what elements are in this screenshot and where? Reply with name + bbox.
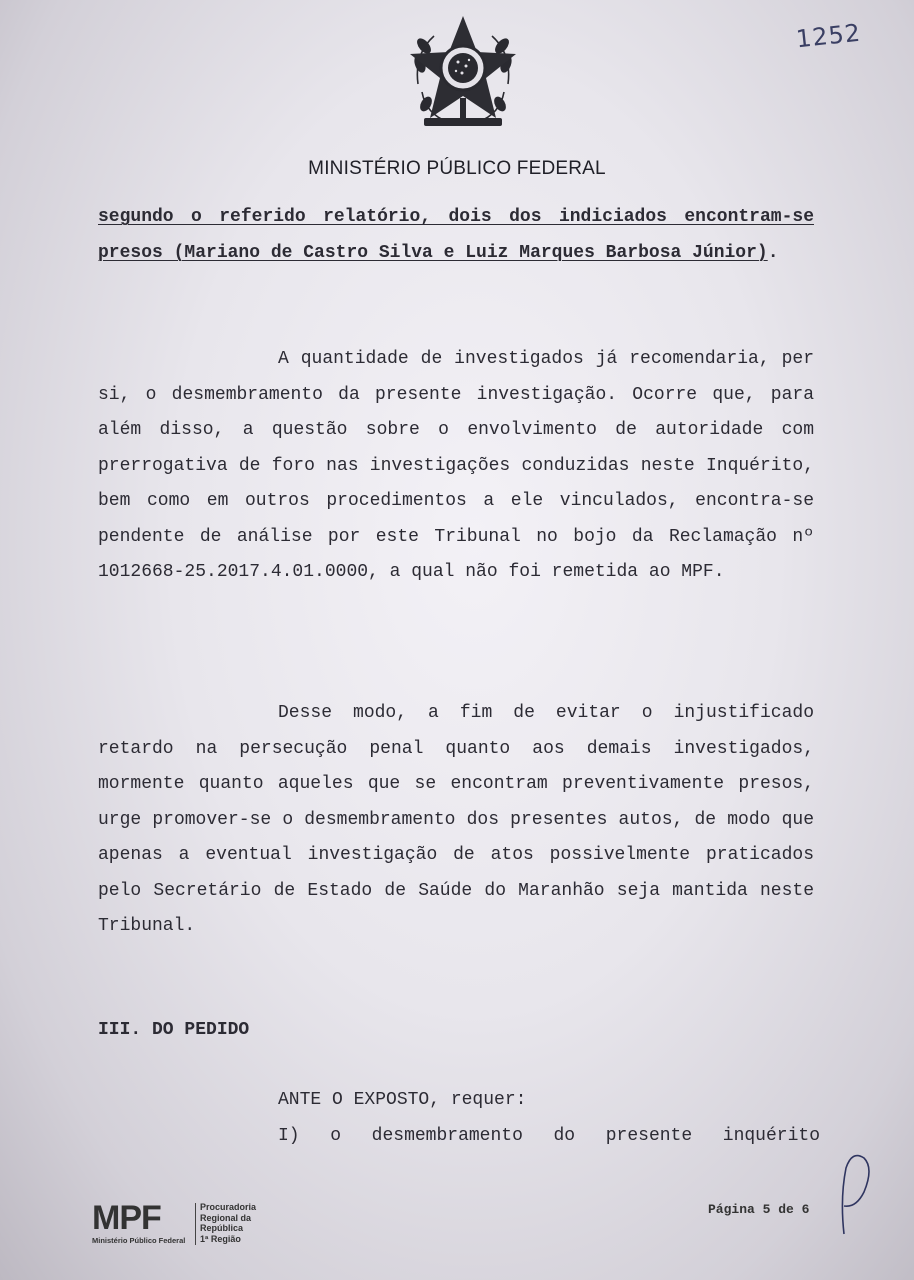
procuradoria-label [200, 1202, 256, 1244]
paragraph-continuation [98, 200, 814, 271]
request-item-1: I) o desmembramento do presente inquérito [278, 1126, 820, 1146]
mpf-logo [92, 1200, 292, 1250]
procuradoria-line: Procuradoria [200, 1202, 257, 1212]
procuradoria-line: República [200, 1223, 244, 1233]
handwritten-initial-signature [830, 1148, 874, 1238]
ante-o-exposto: ANTE O EXPOSTO, requer: [278, 1090, 527, 1110]
page-number: Página 5 de 6 [708, 1202, 810, 1217]
procuradoria-line: Regional da [200, 1212, 252, 1223]
brasao-emblem-icon [404, 14, 522, 134]
paragraph-desse-modo: Desse modo, a fim de evitar o injustificado retardo na persecução penal quanto aos demais investigados, mormente quanto aqueles que se encontram preventivamente presos, urge promover-se o desmembramento dos presentes autos, de modo que apenas a eventual investigação de atos possivelmente praticados pelo Secretário de Estado de Saúde do Maranhão seja mantida neste Tribunal. [98, 703, 814, 936]
mpf-logo-subtitle: Ministério Público Federal [92, 1236, 186, 1245]
underlined-text: segundo o referido relatório, dois dos indiciados encontram-se presos (Mariano de Castro Silva e Luiz Marques Barbosa Júnior) [98, 207, 814, 263]
mpf-logo-text: MPF [92, 1199, 161, 1237]
procuradoria-line: 1ª Região [200, 1233, 241, 1244]
paragraph-quantidade: A quantidade de investigados já recomendaria, per si, o desmembramento da presente investigação. Ocorre que, para além disso, a questão sobre o envolvimento de autoridade com prerrogativa de foro nas investigações conduzidas neste Inquérito, bem como em outros procedimentos a ele vinculados, encontra-se pendente de análise por este Tribunal no bojo da Reclamação nº 1012668-25.2017.4.01.0000, a qual não foi remetida ao MPF. [98, 349, 814, 582]
header-title: MINISTÉRIO PÚBLICO FEDERAL [308, 158, 606, 179]
handwritten-page-number: 1252 [794, 18, 863, 54]
logo-divider [195, 1203, 196, 1245]
section-title: III. DO PEDIDO [98, 1020, 250, 1040]
period: . [767, 242, 779, 263]
